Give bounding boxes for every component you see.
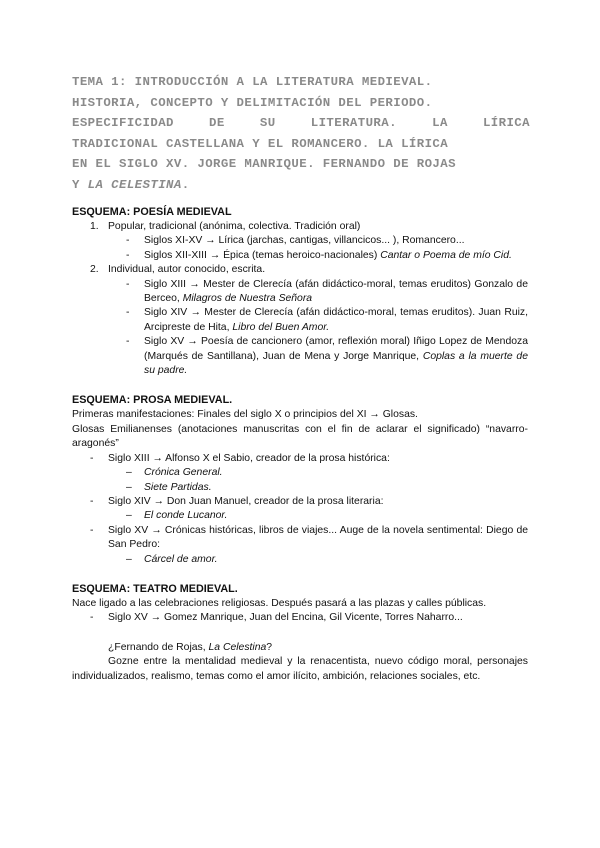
work-title: Siete Partidas. (144, 481, 212, 493)
work-title: Milagros de Nuestra Señora (182, 293, 313, 305)
dash-bullet: - (126, 249, 130, 261)
list-item (72, 220, 528, 234)
dash-bullet: - (126, 278, 130, 290)
work-title: Cantar o Poema de mío Cid. (380, 249, 512, 261)
dash-text: Siglo XIV → Don Juan Manuel, creador de la prosa literaria: (108, 495, 384, 507)
dash-text: Siglo XV → Gomez Manrique, Juan del Encina, Gil Vicente, Torres Naharro... (108, 612, 463, 624)
work-item (72, 509, 528, 523)
title-word: LÍRICA (482, 116, 530, 130)
work-title: Coplas a la muerte de su padre. (144, 350, 528, 377)
dash-bullet: - (126, 235, 130, 247)
dash-bullet: – (126, 510, 132, 522)
dash-text: Siglo XV → Crónicas históricas, libros de viajes... Auge de la novela sentimental: Diego de San Pedro: (108, 524, 528, 551)
paragraph: Glosas Emilianenses (anotaciones manuscritas con el fin de aclarar el significado) “navarro-aragonés” (72, 423, 528, 450)
question-mark: ? (266, 641, 273, 653)
dash-text: Siglo XIII → Alfonso X el Sabio, creador de la prosa histórica: (108, 452, 390, 464)
work-item (72, 553, 528, 567)
title-word: . (181, 177, 190, 192)
dash-item (72, 524, 528, 553)
section-heading-prosa: ESQUEMA: PROSA MEDIEVAL. (72, 394, 233, 407)
sub-text: Siglo XIII → Mester de Clerecía (afán didáctico-moral, temas eruditos) Gonzalo de Berceo, (144, 278, 528, 305)
title-word: Y (72, 177, 88, 192)
section-heading-teatro: ESQUEMA: TEATRO MEDIEVAL. (72, 582, 238, 595)
sub-item (72, 234, 528, 248)
question-text: ¿Fernando de Rojas, (108, 641, 209, 653)
dash-bullet: - (90, 452, 94, 464)
title-line: TRADICIONAL CASTELLANA Y EL ROMANCERO. LA LÍRICA (72, 136, 449, 151)
dash-item (72, 452, 528, 466)
sub-text: Siglo XIV → Mester de Clerecía (afán didáctico-moral, temas eruditos). Juan Ruiz, Arcipreste de Hita, (144, 307, 528, 333)
sub-item (72, 335, 528, 378)
title-line: TEMA 1: INTRODUCCIÓN A LA LITERATURA MEDIEVAL. (72, 75, 433, 89)
title-italic-work: LA CELESTINA (87, 177, 182, 192)
title-line (72, 175, 530, 196)
list-item (72, 263, 528, 277)
paragraph: Nace ligado a las celebraciones religiosas. Después pasará a las plazas y calles públicas. (72, 597, 487, 609)
dash-bullet: - (90, 495, 94, 507)
dash-bullet: – (126, 553, 132, 565)
title-word: ESPECIFICIDAD (72, 116, 174, 130)
list-text: Individual, autor conocido, escrita. (108, 264, 266, 276)
title-word: LITERATURA. (310, 116, 397, 130)
dash-bullet: - (126, 307, 130, 319)
sub-item (72, 306, 528, 335)
title-word: DE (209, 116, 225, 130)
sub-text: Siglos XI-XV → Lírica (jarchas, cantigas, villancicos... ), Romancero... (144, 235, 465, 247)
work-title: El conde Lucanor. (144, 510, 228, 522)
section-heading-poesia: ESQUEMA: POESÍA MEDIEVAL (72, 206, 232, 218)
sub-text: Siglo XV → Poesía de cancionero (amor, reflexión moral) Iñigo Lopez de Mendoza (Marqués de Santillana), Juan de Mena y Jorge Manrique, (144, 336, 528, 362)
dash-bullet: – (126, 467, 132, 479)
dash-bullet: - (90, 612, 94, 624)
sub-item (72, 278, 528, 307)
dash-bullet: - (126, 336, 130, 348)
list-number: 2. (90, 264, 99, 276)
title-line: EN EL SIGLO XV. JORGE MANRIQUE. FERNANDO DE ROJAS (72, 157, 456, 171)
sub-text: Siglos XII-XIII → Épica (temas heroico-nacionales) (144, 249, 381, 261)
question-line (72, 641, 528, 655)
title-word: SU (259, 116, 276, 130)
work-item (72, 466, 528, 480)
paragraph: Gozne entre la mentalidad medieval y la renacentista, nuevo código moral, personajes individualizados, realismo, temas como el amor ilícito, ambición, relaciones sociales, etc. (72, 656, 528, 682)
dash-item (72, 611, 528, 625)
work-title: Cárcel de amor. (144, 553, 218, 565)
title-line (72, 113, 530, 134)
dash-bullet: - (90, 524, 94, 536)
title-line: HISTORIA, CONCEPTO Y DELIMITACIÓN DEL PERIODO. (72, 95, 433, 110)
work-title: Crónica General. (144, 467, 223, 479)
dash-item (72, 495, 528, 509)
list-text: Popular, tradicional (anónima, colectiva. Tradición oral) (108, 221, 361, 232)
paragraph: Primeras manifestaciones: Finales del siglo X o principios del XI → Glosas. (72, 409, 418, 421)
work-title: La Celestina (208, 641, 267, 653)
document-body (72, 205, 528, 684)
dash-bullet: – (126, 481, 132, 493)
list-number: 1. (90, 221, 99, 232)
work-title: Libro del Buen Amor. (232, 321, 330, 333)
document-title (72, 72, 530, 195)
title-word: LA (432, 116, 448, 130)
sub-item (72, 249, 528, 263)
work-item (72, 481, 528, 495)
